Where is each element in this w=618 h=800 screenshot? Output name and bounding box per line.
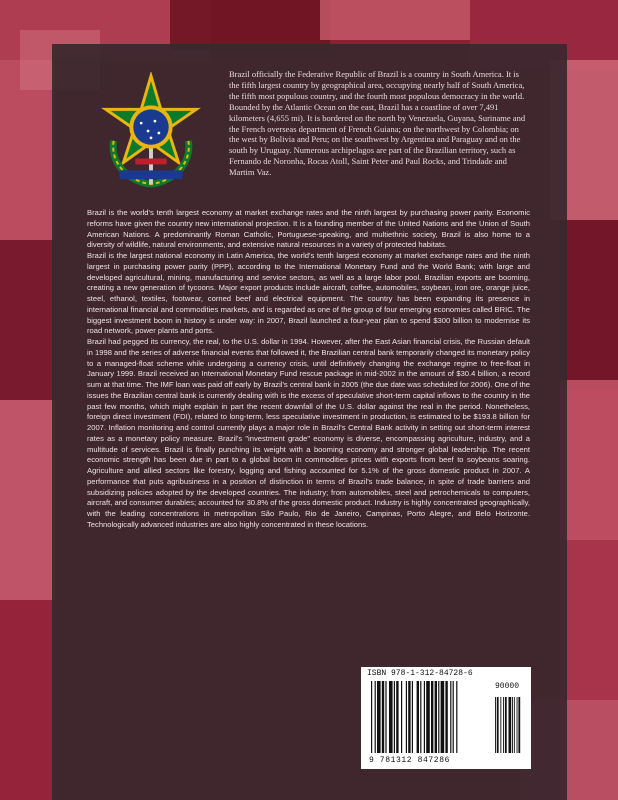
paragraph: Brazil had pegged its currency, the real, to the U.S. dollar in 1994. However, after the East Asian financial crisis, the Russian default in 1998 and the series of adverse financial events that followed it, the Brazilian central bank temporarily changed its monetary policy to a managed-float scheme while undergoing a currency crisis, until definitively changing the exchange regime to free-float in January 1999. Brazil received an International Monetary Fund rescue package in mid-2002 in the amount of $30.4 billion, a record sum at that time. The IMF loan was paid off early by Brazil's central bank in 2005 (the due date was scheduled for 2006). One of the issues the Brazilian central bank is currently dealing with is the excess of speculative short-term capital inflows to the country in the past few months, which might explain in part the recent downfall of the U.S. dollar against the real in the period. Nonetheless, foreign direct investment (FDI), related to long-term, less speculative investment in production, is estimated to be $193.8 billion for 2007. Inflation monitoring and control currently plays a major role in Brazil's Central Bank activity in setting out short-term interest rates as a monetary policy measure. Brazil's "investment grade" economy is diverse, encompassing agriculture, industry, and a multitude of services. Brazil is finally punching its weight with a booming economy and stronger global leadership. The recent economic strength has been due in part to a global boom in commodities prices with exports from beef to soybeans soaring. Agriculture and allied sectors like forestry, logging and fishing accounted for 5.1% of the gross domestic product in 2007. A performance that puts agribusiness in a position of distinction in terms of Brazil's trade balance, in spite of trade barriers and subsidizing policies adopted by the developed countries. The industry; from automobiles, steel and petrochemicals to computers, aircraft, and consumer durables; accounted for 30.8% of the gross domestic product. Industry is highly concentrated geographically, with the leading concentrations in metropolitan São Paulo, Rio de Janeiro, Campinas, Porto Alegre, and Belo Horizonte. Technologically advanced industries are also highly concentrated in these locations.: [87, 337, 530, 529]
intro-text: Brazil officially the Federative Republic of Brazil is a country in South America. It is the fifth largest country by geographical area, occupying nearly half of South America, the fifth most populous country, and the fourth most populous democracy in the world. Bounded by the Atlantic Ocean on the east, Brazil has a coastline of over 7,491 kilometers (4,655 mi). It is bordered on the north by Venezuela, Guyana, Suriname and the French overseas department of French Guiana; on the northwest by Colombia; on the west by Bolivia and Peru; on the southwest by Argentina and Paraguay and on the south by Uruguay. Numerous archipelagos are part of the Brazilian territory, such as Fernando de Noronha, Rocas Atoll, Saint Peter and Paul Rocks, and Trindade and Martim Vaz.: [229, 69, 526, 178]
price-code: 90000: [495, 682, 520, 691]
paragraph: Brazil is the largest national economy in Latin America, the world's tenth largest economy at market exchange rates and the ninth largest in purchasing power parity (PPP), according to the International Monetary Fund and the World Bank; with large and developed agricultural, mining, manufacturing and service sectors, as well as a large labor pool. Brazilian exports are booming, creating a new generation of tycoons. Major export products include aircraft, coffee, automobiles, soybean, iron ore, orange juice, steel, ethanol, textiles, footwear, corned beef and electrical equipment. The country has been expanding its presence in international financial and commodities markets, and is regarded as one of the group of four emerging economies called BRIC. The biggest investment boom in history is under way: in 2007, Brazil launched a four-year plan to spend $300 billion to modernise its road network, power plants and ports.: [87, 251, 530, 336]
isbn-number: ISBN 978-1-312-84728-6: [367, 669, 473, 678]
paragraph: Brazil is the world's tenth largest economy at market exchange rates and the ninth largest by purchasing power parity. Economic reforms have given the country new international projection. It is a founding member of the United Nations and the Union of South American Nations. A predominantly Roman Catholic, Portuguese-speaking, and multiethnic society, Brazil is also home to a diversity of wildlife, natural environments, and extensive natural resources in a variety of protected habitats.: [87, 208, 530, 250]
barcode-digits: 9 781312 847286: [369, 756, 451, 765]
isbn-barcode-box: [361, 667, 531, 769]
brazil-coat-of-arms-icon: [92, 72, 210, 190]
description-body: [87, 208, 530, 531]
